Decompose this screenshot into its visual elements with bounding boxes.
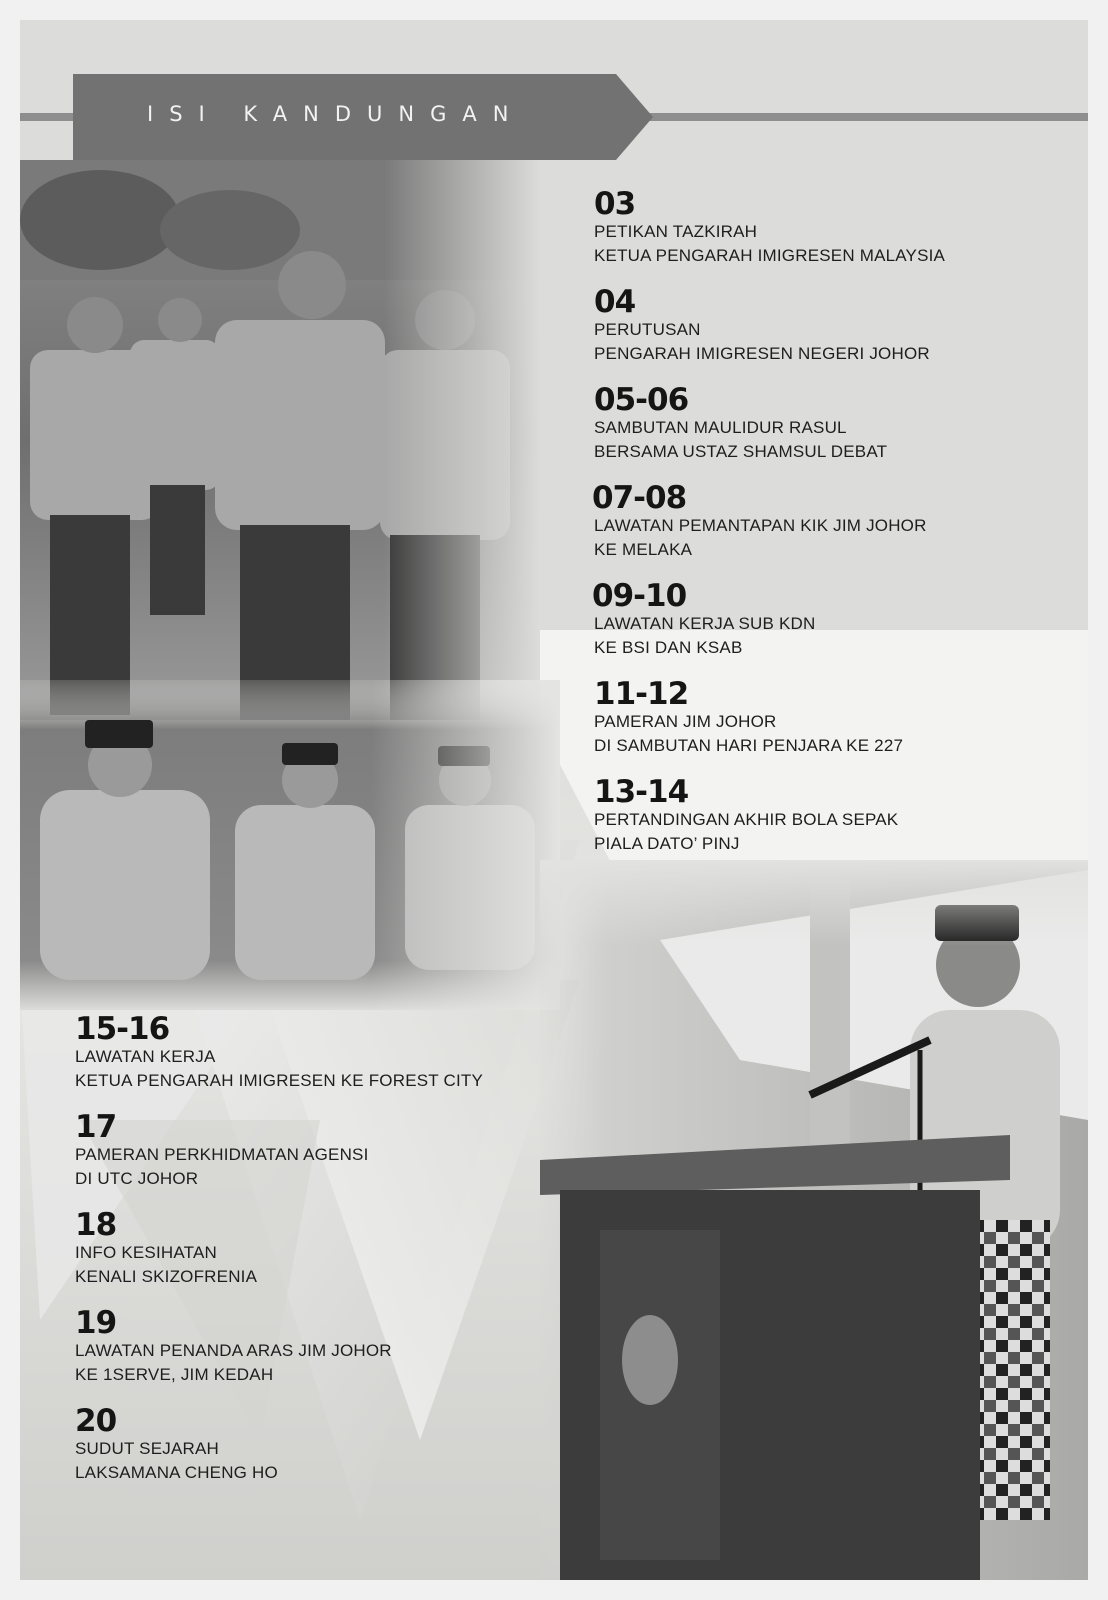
toc-title-line: KE BSI DAN KSAB (594, 638, 743, 657)
toc-page-number: 15-16 (75, 1011, 170, 1047)
toc-title-line: LAWATAN PEMANTAPAN KIK JIM JOHOR (594, 516, 927, 535)
toc-title-line: BERSAMA USTAZ SHAMSUL DEBAT (594, 442, 888, 461)
toc-page-number: 09-10 (592, 578, 687, 614)
toc-title-line: PIALA DATO’ PINJ (594, 834, 740, 853)
toc-title-line: KETUA PENGARAH IMIGRESEN KE FOREST CITY (75, 1071, 484, 1090)
toc-title-line: PAMERAN JIM JOHOR (594, 712, 777, 731)
toc-title-line: PENGARAH IMIGRESEN NEGERI JOHOR (594, 344, 930, 363)
toc-title-line: KETUA PENGARAH IMIGRESEN MALAYSIA (594, 246, 946, 265)
toc-entry[interactable] (594, 286, 930, 366)
toc-page-number: 20 (75, 1403, 117, 1439)
toc-entry[interactable] (594, 188, 945, 268)
toc-title-line: LAWATAN KERJA (75, 1047, 216, 1066)
toc-title-line: LAWATAN PENANDA ARAS JIM JOHOR (75, 1341, 392, 1360)
toc-entry[interactable] (594, 384, 887, 464)
toc-page-number: 05-06 (594, 382, 689, 418)
toc-entry[interactable] (594, 776, 898, 856)
toc-entry[interactable] (75, 1405, 278, 1485)
officials-walking-photo (20, 160, 540, 720)
toc-page-number: 13-14 (594, 774, 689, 810)
page-title: ISI KANDUNGAN (147, 102, 525, 126)
toc-entry[interactable] (75, 1111, 369, 1191)
toc-title-line: LAKSAMANA CHENG HO (75, 1463, 278, 1482)
toc-title-line: PERUTUSAN (594, 320, 701, 339)
speaker-podium-photo (540, 860, 1088, 1580)
toc-title-line: LAWATAN KERJA SUB KDN (594, 614, 816, 633)
toc-entry[interactable] (75, 1013, 483, 1093)
toc-page-number: 03 (594, 186, 636, 222)
toc-title-line: PETIKAN TAZKIRAH (594, 222, 758, 241)
toc-page-number: 17 (75, 1109, 117, 1145)
toc-page-number: 11-12 (594, 676, 689, 712)
toc-page-number: 07-08 (592, 480, 687, 516)
toc-title-line: KENALI SKIZOFRENIA (75, 1267, 258, 1286)
toc-page-number: 19 (75, 1305, 117, 1341)
contents-page (20, 20, 1088, 1580)
toc-title-line: DI UTC JOHOR (75, 1169, 199, 1188)
toc-title-line: KE 1SERVE, JIM KEDAH (75, 1365, 274, 1384)
toc-page-number: 04 (594, 284, 636, 320)
toc-title-line: KE MELAKA (594, 540, 693, 559)
toc-entry[interactable] (75, 1209, 257, 1289)
ceremony-guests-photo (20, 680, 560, 1010)
toc-page-number: 18 (75, 1207, 117, 1243)
toc-title-line: SAMBUTAN MAULIDUR RASUL (594, 418, 847, 437)
toc-title-line: PERTANDINGAN AKHIR BOLA SEPAK (594, 810, 899, 829)
toc-title-line: DI SAMBUTAN HARI PENJARA KE 227 (594, 736, 904, 755)
toc-title-line: INFO KESIHATAN (75, 1243, 217, 1262)
toc-title-line: PAMERAN PERKHIDMATAN AGENSI (75, 1145, 369, 1164)
toc-entry[interactable] (594, 678, 903, 758)
toc-entry[interactable] (592, 482, 927, 562)
toc-entry[interactable] (75, 1307, 392, 1387)
toc-title-line: SUDUT SEJARAH (75, 1439, 219, 1458)
toc-entry[interactable] (592, 580, 815, 660)
